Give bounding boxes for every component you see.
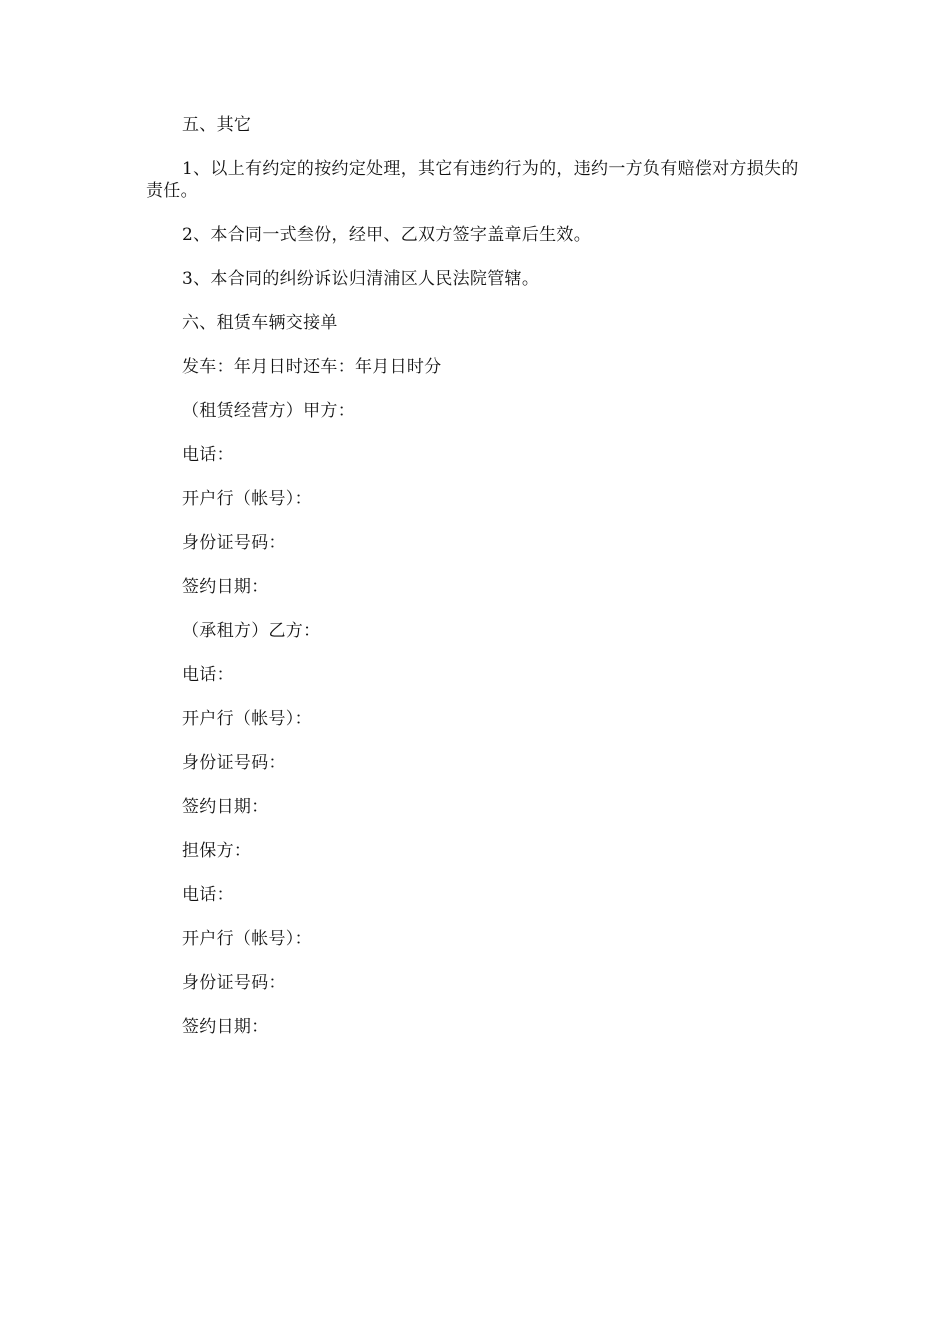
guarantor-phone: 电话： — [182, 885, 234, 905]
clause-2: 2、本合同一式叁份，经甲、乙双方签字盖章后生效。 — [182, 225, 592, 245]
clause-3: 3、本合同的纠纷诉讼归清浦区人民法院管辖。 — [182, 269, 540, 289]
party-b-label: （承租方）乙方： — [182, 621, 321, 641]
section-heading-handover: 六、租赁车辆交接单 — [182, 313, 338, 333]
party-a-phone: 电话： — [182, 445, 234, 465]
section-heading-other: 五、其它 — [182, 115, 252, 135]
party-a-bank-account: 开户行（帐号）： — [182, 489, 312, 509]
party-b-phone: 电话： — [182, 665, 234, 685]
clause-1: 1、以上有约定的按约定处理，其它有违约行为的，违约一方负有赔偿对方损失的责任。 — [146, 159, 799, 201]
guarantor-sign-date: 签约日期： — [182, 1017, 269, 1037]
party-a-label: （租赁经营方）甲方： — [182, 401, 355, 421]
party-a-id-number: 身份证号码： — [182, 533, 286, 553]
party-b-sign-date: 签约日期： — [182, 797, 269, 817]
guarantor-id-number: 身份证号码： — [182, 973, 286, 993]
party-b-bank-account: 开户行（帐号）： — [182, 709, 312, 729]
party-b-id-number: 身份证号码： — [182, 753, 286, 773]
guarantor-label: 担保方： — [182, 841, 252, 861]
guarantor-bank-account: 开户行（帐号）： — [182, 929, 312, 949]
document-body — [146, 114, 810, 1038]
dispatch-return-line: 发车：年月日时还车：年月日时分 — [182, 357, 442, 377]
party-a-sign-date: 签约日期： — [182, 577, 269, 597]
